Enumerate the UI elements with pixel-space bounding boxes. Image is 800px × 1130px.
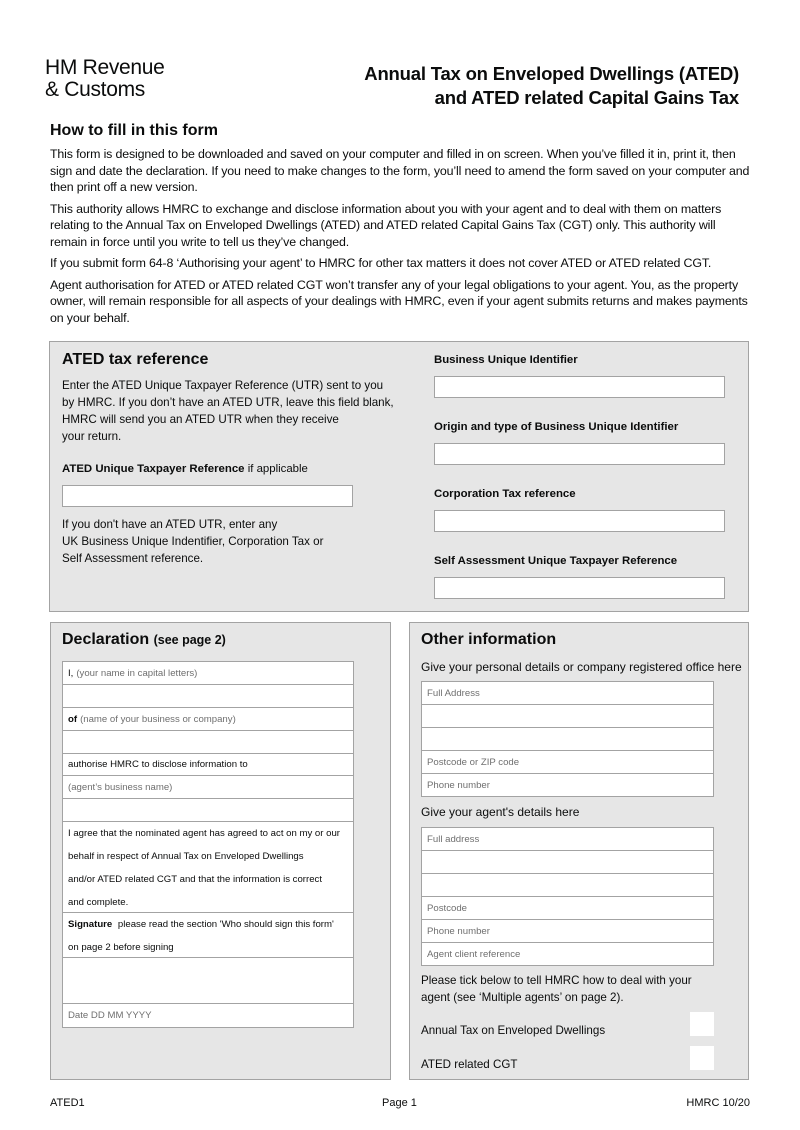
text-line: by HMRC. If you don’t have an ATED UTR, leave this field blank, — [62, 396, 394, 409]
name-field[interactable] — [63, 662, 353, 685]
signature-box[interactable] — [63, 958, 353, 1004]
text-line: UK Business Unique Indentifier, Corporation Tax or — [62, 535, 324, 548]
tick-instructions — [421, 972, 721, 1006]
text-line: HMRC will send you an ATED UTR when they receive — [62, 413, 339, 426]
text-line: your return. — [62, 430, 122, 443]
footer-form-code: ATED1 — [50, 1097, 85, 1109]
business-unique-identifier-input[interactable] — [434, 376, 725, 398]
tick-label-ated: Annual Tax on Enveloped Dwellings — [421, 1024, 606, 1037]
heading-suffix: (see page 2) — [153, 633, 226, 647]
bui-origin-type-input[interactable] — [434, 443, 725, 465]
name-hint: (your name in capital letters) — [76, 667, 198, 679]
how-to-fill-section — [50, 122, 755, 331]
title-line-1: Annual Tax on Enveloped Dwellings (ATED) — [364, 63, 739, 84]
hmrc-logo — [45, 57, 165, 101]
intro-paragraph: This form is designed to be downloaded and saved on your computer and filled in on screen. When you’ve filled it in, print it, then sign and date the declaration. If you need to make changes to the form, you’ll need to amend the form saved on your computer and then print off a new version. — [50, 147, 750, 194]
text-line: I agree that the nominated agent has agreed to act on my or our — [68, 828, 340, 839]
signature-instructions — [63, 913, 353, 958]
personal-full-address-field[interactable]: Full Address — [422, 682, 713, 705]
form-title — [364, 62, 739, 110]
logo-line-2: & Customs — [45, 78, 145, 101]
business-name-field-line-2[interactable] — [63, 731, 353, 754]
ated-utr-input[interactable] — [62, 485, 353, 507]
intro-paragraph: This authority allows HMRC to exchange and disclose information about you with your agent and to deal with them on matters relating to the Annual Tax on Enveloped Dwellings (ATED) and ATED related Capital Gains Tax (CGT) only. This authority will remain in force until you write to tell us they’ve changed. — [50, 201, 722, 249]
tick-box-cgt[interactable] — [690, 1046, 714, 1070]
agent-details-fields — [421, 827, 714, 966]
agent-postcode-field[interactable]: Postcode — [422, 897, 713, 920]
ated-description — [62, 377, 402, 445]
authorise-text: authorise HMRC to disclose information to — [63, 754, 353, 776]
personal-address-line-3[interactable] — [422, 728, 713, 751]
heading-text: Declaration — [62, 631, 150, 648]
intro-paragraph: If you submit form 64-8 ‘Authorising your agent’ to HMRC for other tax matters it does not cover ATED or ATED related CGT. — [50, 256, 712, 270]
footer-version: HMRC 10/20 — [686, 1097, 750, 1109]
self-assessment-utr-input[interactable] — [434, 577, 725, 599]
personal-details-intro: Give your personal details or company registered office here — [421, 660, 742, 674]
agent-full-address-field[interactable]: Full address — [422, 828, 713, 851]
personal-details-fields — [421, 681, 714, 797]
personal-phone-field[interactable]: Phone number — [427, 779, 490, 791]
corporation-tax-reference-label: Corporation Tax reference — [434, 488, 576, 500]
agent-details-intro: Give your agent's details here — [421, 805, 580, 819]
other-information-panel — [409, 622, 749, 1080]
label-suffix: if applicable — [247, 463, 308, 475]
text-line: and complete. — [68, 897, 129, 908]
declaration-fields — [62, 661, 354, 1028]
text-line: and/or ATED related CGT and that the information is correct — [68, 874, 322, 885]
self-assessment-utr-label: Self Assessment Unique Taxpayer Reference — [434, 555, 678, 567]
agent-business-name-field[interactable]: (agent’s business name) — [63, 776, 353, 799]
ated-tax-reference-panel — [49, 341, 749, 612]
tick-box-ated[interactable] — [690, 1012, 714, 1036]
text-line: on page 2 before signing — [68, 942, 174, 953]
label-bold: ATED Unique Taxpayer Reference — [62, 463, 245, 475]
signature-label: Signature — [68, 919, 113, 930]
agent-phone-field[interactable]: Phone number — [422, 920, 713, 943]
agent-business-name-field-line-2[interactable] — [63, 799, 353, 822]
declaration-heading — [62, 631, 226, 649]
other-information-heading: Other information — [421, 631, 557, 648]
agreement-statement — [63, 822, 353, 913]
agent-address-line-3[interactable] — [422, 874, 713, 897]
text-line: Enter the ATED Unique Taxpayer Reference (UTR) sent to you — [62, 379, 384, 392]
ated-utr-label — [62, 463, 308, 475]
text-line: Please tick below to tell HMRC how to deal with your — [421, 974, 692, 987]
personal-postcode-field[interactable]: Postcode or ZIP code — [422, 751, 713, 774]
text-line — [68, 913, 353, 936]
business-hint: (name of your business or company) — [80, 713, 236, 725]
text-line: behalf in respect of Annual Tax on Enveloped Dwellings — [68, 851, 304, 862]
business-unique-identifier-label: Business Unique Identifier — [434, 354, 578, 366]
intro-paragraph: Agent authorisation for ATED or ATED related CGT won’t transfer any of your legal obligations to your agent. You, as the property owner, will remain responsible for all aspects of your dealings with HMRC, even if your agent submits returns and makes payments on your behalf. — [50, 277, 748, 325]
date-field[interactable]: Date DD MM YYYY — [68, 1010, 152, 1021]
text-line: If you don't have an ATED UTR, enter any — [62, 518, 278, 531]
name-prefix: I, — [68, 667, 74, 679]
bui-origin-type-label: Origin and type of Business Unique Identifier — [434, 421, 679, 433]
logo-line-1: HM Revenue — [45, 56, 165, 79]
footer-page-number: Page 1 — [382, 1097, 417, 1109]
agent-address-line-2[interactable] — [422, 851, 713, 874]
personal-address-line-2[interactable] — [422, 705, 713, 728]
declaration-panel — [50, 622, 391, 1080]
ated-utr-note — [62, 516, 382, 567]
corporation-tax-reference-input[interactable] — [434, 510, 725, 532]
title-line-2: and ATED related Capital Gains Tax — [434, 87, 739, 108]
text-line: Self Assessment reference. — [62, 552, 204, 565]
ated-tax-reference-heading: ATED tax reference — [62, 351, 209, 368]
text-line: agent (see ‘Multiple agents’ on page 2). — [421, 991, 624, 1004]
agent-client-reference-field[interactable]: Agent client reference — [427, 948, 521, 960]
tick-label-cgt: ATED related CGT — [421, 1058, 518, 1071]
signature-hint: please read the section 'Who should sign this form' — [117, 919, 334, 930]
business-prefix: of — [68, 713, 78, 725]
how-to-fill-heading: How to fill in this form — [50, 122, 218, 139]
name-field-line-2[interactable] — [63, 685, 353, 708]
business-name-field[interactable] — [63, 708, 353, 731]
